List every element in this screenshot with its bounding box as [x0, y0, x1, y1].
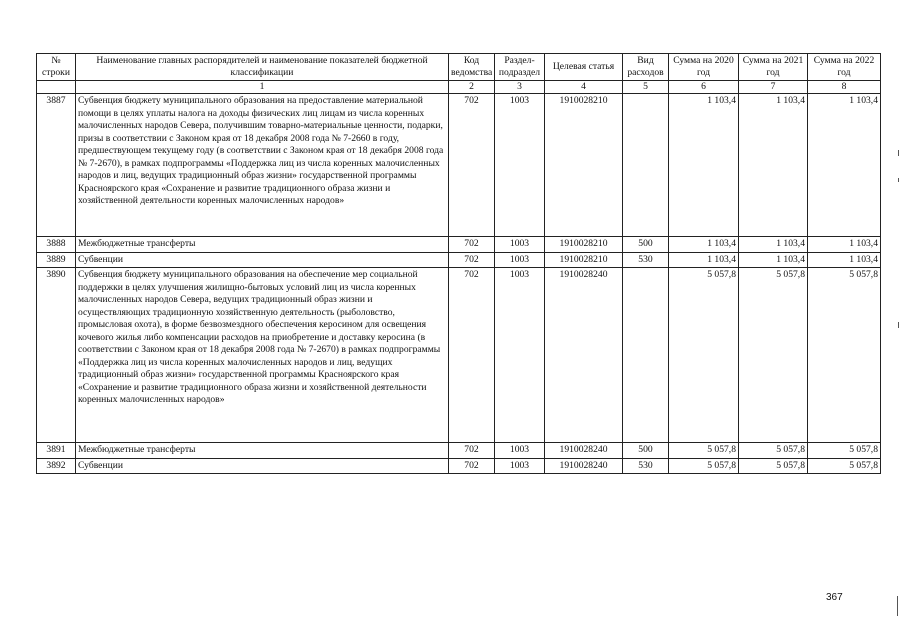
header-dept-code: Код ведомства — [449, 54, 495, 81]
row-number: 3888 — [37, 237, 76, 252]
row-number: 3891 — [37, 443, 76, 458]
row-section: 1003 — [495, 252, 545, 267]
row-name: Межбюджетные трансферты — [76, 237, 449, 252]
row-expense-kind: 530 — [623, 458, 669, 473]
header-row-number: № строки — [37, 54, 76, 81]
table-row — [37, 237, 881, 252]
row-dept-code: 702 — [449, 94, 495, 237]
row-target-article: 1910028240 — [545, 443, 623, 458]
row-number: 3887 — [37, 94, 76, 237]
row-number: 3890 — [37, 268, 76, 443]
table-row — [37, 252, 881, 267]
row-sum-2022: 1 103,4 — [808, 94, 881, 237]
row-sum-2020: 1 103,4 — [669, 94, 739, 237]
row-name: Субвенции — [76, 458, 449, 473]
table-row — [37, 458, 881, 473]
header-sum-2022: Сумма на 2022 год — [808, 54, 881, 81]
row-sum-2020: 1 103,4 — [669, 237, 739, 252]
row-number: 3889 — [37, 252, 76, 267]
scan-edge-mark — [898, 322, 899, 328]
page-number: 367 — [826, 592, 843, 603]
row-target-article: 1910028240 — [545, 268, 623, 443]
row-section: 1003 — [495, 443, 545, 458]
row-number: 3892 — [37, 458, 76, 473]
row-expense-kind: 500 — [623, 237, 669, 252]
column-number: 4 — [545, 80, 623, 93]
column-number: 3 — [495, 80, 545, 93]
row-expense-kind — [623, 268, 669, 443]
row-section: 1003 — [495, 268, 545, 443]
header-sum-2021: Сумма на 2021 год — [739, 54, 808, 81]
row-name: Межбюджетные трансферты — [76, 443, 449, 458]
budget-table — [36, 53, 881, 474]
row-target-article: 1910028240 — [545, 458, 623, 473]
row-sum-2021: 1 103,4 — [739, 237, 808, 252]
row-expense-kind: 530 — [623, 252, 669, 267]
scan-edge-mark — [898, 178, 899, 182]
column-number: 5 — [623, 80, 669, 93]
row-sum-2021: 5 057,8 — [739, 443, 808, 458]
row-sum-2022: 5 057,8 — [808, 458, 881, 473]
row-sum-2021: 5 057,8 — [739, 458, 808, 473]
row-expense-kind: 500 — [623, 443, 669, 458]
row-sum-2020: 5 057,8 — [669, 268, 739, 443]
column-number: 2 — [449, 80, 495, 93]
row-target-article: 1910028210 — [545, 252, 623, 267]
row-name: Субвенции — [76, 252, 449, 267]
column-number — [37, 80, 76, 93]
header-row — [37, 54, 881, 81]
row-dept-code: 702 — [449, 268, 495, 443]
row-sum-2022: 1 103,4 — [808, 237, 881, 252]
scan-edge-mark — [897, 596, 898, 616]
row-dept-code: 702 — [449, 252, 495, 267]
row-sum-2022: 5 057,8 — [808, 443, 881, 458]
row-dept-code: 702 — [449, 443, 495, 458]
column-number: 6 — [669, 80, 739, 93]
row-dept-code: 702 — [449, 237, 495, 252]
header-section: Раздел-подраздел — [495, 54, 545, 81]
row-name: Субвенция бюджету муниципального образования на обеспечение мер социальной поддержки в целях улучшения жилищно-бытовых условий лиц из числа коренных малочисленных народов Севера, ведущих традиционный образ жизни и осуществляющих традиционную хозяйственную деятельность (рыболовство, промысловая охота), в форме безвозмездного обеспечения керосином для освещения кочевого жилья либо компенсации расходов на приобретение и доставку керосина (в соответствии с Законом края от 18 декабря 2008 года № 7-2670) в рамках подпрограммы «Поддержка лиц из числа коренных малочисленных народов и лиц, ведущих традиционный образ жизни» государственной программы Красноярского края «Сохранение и развитие традиционного образа жизни и хозяйственной деятельности коренных малочисленных народов» — [76, 268, 449, 443]
row-expense-kind — [623, 94, 669, 237]
row-section: 1003 — [495, 237, 545, 252]
table-row — [37, 443, 881, 458]
row-sum-2021: 5 057,8 — [739, 268, 808, 443]
header-expense-kind: Вид расходов — [623, 54, 669, 81]
table-row — [37, 94, 881, 237]
column-number-row — [37, 80, 881, 93]
header-sum-2020: Сумма на 2020 год — [669, 54, 739, 81]
column-number: 7 — [739, 80, 808, 93]
scan-edge-mark — [898, 150, 899, 156]
row-name: Субвенция бюджету муниципального образования на предоставление материальной помощи в целях уплаты налога на доходы физических лиц лицам из числа коренных малочисленных народов Севера, получившим товарно-материальные ценности, подарки, призы в соответствии с Законом края от 18 декабря 2008 года № 7-2660 в году, предшествующем текущему году (в соответствии с Законом края от 18 декабря 2008 года № 7-2670), в рамках подпрограммы «Поддержка лиц из числа коренных малочисленных народов и лиц, ведущих традиционный образ жизни» государственной программы Красноярского края «Сохранение и развитие традиционного образа жизни и хозяйственной деятельности коренных малочисленных народов» — [76, 94, 449, 237]
row-section: 1003 — [495, 458, 545, 473]
row-sum-2021: 1 103,4 — [739, 94, 808, 237]
row-sum-2022: 5 057,8 — [808, 268, 881, 443]
row-sum-2020: 5 057,8 — [669, 458, 739, 473]
row-sum-2021: 1 103,4 — [739, 252, 808, 267]
row-section: 1003 — [495, 94, 545, 237]
row-target-article: 1910028210 — [545, 237, 623, 252]
row-sum-2020: 5 057,8 — [669, 443, 739, 458]
header-target-article: Целевая статья — [545, 54, 623, 81]
row-target-article: 1910028210 — [545, 94, 623, 237]
row-sum-2022: 1 103,4 — [808, 252, 881, 267]
row-dept-code: 702 — [449, 458, 495, 473]
column-number: 8 — [808, 80, 881, 93]
header-name: Наименование главных распорядителей и наименование показателей бюджетной классификации — [76, 54, 449, 81]
table-row — [37, 268, 881, 443]
row-sum-2020: 1 103,4 — [669, 252, 739, 267]
column-number: 1 — [76, 80, 449, 93]
